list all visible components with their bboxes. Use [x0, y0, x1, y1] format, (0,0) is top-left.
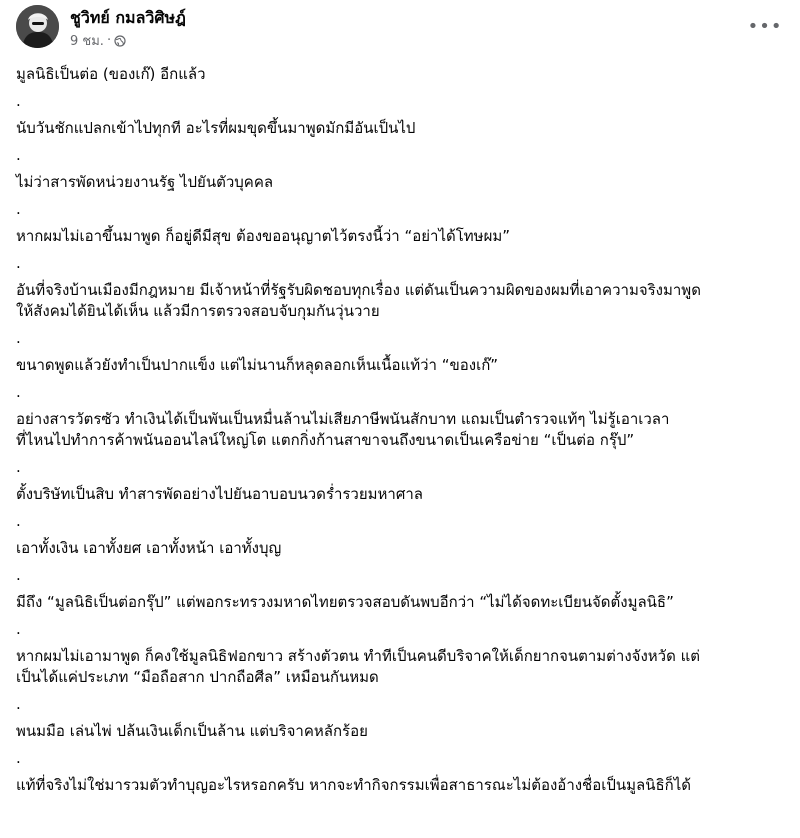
paragraph-1: มูลนิธิเป็นต่อ (ของเก๊) อีกแล้ว [16, 65, 206, 83]
paragraph-8: ตั้งบริษัทเป็นสิบ ทำสารพัดอย่างไปยันอาบอบนวดร่ำรวยมหาศาล [16, 485, 423, 503]
dot-separator: . [16, 92, 21, 110]
more-options-icon[interactable]: ••• [747, 15, 783, 37]
paragraph-7: อย่างสารวัตรซัว ทำเงินได้เป็นพันเป็นหมื่นล้านไม่เสียภาษีพนันสักบาท แถมเป็นตำรวจแท้ๆ ไม่รู้เอาเวลา ที่ไหนไปทำการค้าพนันออนไลน์ใหญ่โต แตกกิ่งก้านสาขาจนถึงขนาดเป็นเครือข่าย “เป็นต่อ กรุ๊ป” [16, 410, 670, 449]
dot-separator: . [16, 695, 21, 713]
paragraph-4: หากผมไม่เอาขึ้นมาพูด ก็อยู่ดีมีสุข ต้องขออนุญาตไว้ตรงนี้ว่า “อย่าได้โทษผม” [16, 227, 511, 245]
dot-separator: . [16, 254, 21, 272]
dot-separator: . [16, 329, 21, 347]
dot-separator: . [16, 749, 21, 767]
dot-separator: . [16, 146, 21, 164]
dot-separator: . [16, 200, 21, 218]
avatar-image [16, 5, 59, 48]
dot-separator: . [16, 512, 21, 530]
dot-separator: . [16, 458, 21, 476]
paragraph-11: หากผมไม่เอามาพูด ก็คงใช้มูลนิธิฟอกขาว สร้างตัวตน ทำทีเป็นคนดีบริจาคให้เด็กยากจนตามต่างจังหวัด แต่ เป็นได้แค่ประเภท “มือถือสาก ปากถือศีล” เหมือนกันหมด [16, 647, 701, 686]
post-time[interactable]: 9 ชม. [70, 34, 104, 49]
paragraph-6: ขนาดพูดแล้วยังทำเป็นปากแข็ง แต่ไม่นานก็หลุดลอกเห็นเนื้อแท้ว่า “ของเก๊” [16, 356, 499, 374]
paragraph-2: นับวันชักแปลกเข้าไปทุกที อะไรที่ผมขุดขึ้นมาพูดมักมีอันเป็นไป [16, 119, 416, 137]
post-content [16, 64, 786, 796]
dot-separator: . [16, 566, 21, 584]
avatar[interactable] [16, 5, 59, 48]
dot-separator: . [16, 383, 21, 401]
paragraph-9: เอาทั้งเงิน เอาทั้งยศ เอาทั้งหน้า เอาทั้งบุญ [16, 539, 282, 557]
paragraph-13: แท้ที่จริงไม่ใช่มารวมตัวทำบุญอะไรหรอกครับ หากจะทำกิจกรรมเพื่อสาธารณะไม่ต้องอ้างชื่อเป็นมูลนิธิก็ได้ [16, 776, 692, 794]
dot-separator: . [16, 620, 21, 638]
paragraph-3: ไม่ว่าสารพัดหน่วยงานรัฐ ไปยันตัวบุคคล [16, 173, 274, 191]
meta-separator: · [106, 33, 112, 48]
paragraph-10: มีถึง “มูลนิธิเป็นต่อกรุ๊ป” แต่พอกระทรวงมหาดไทยตรวจสอบดันพบอีกว่า “ไม่ได้จดทะเบียนจัดตั้งมูลนิธิ” [16, 593, 674, 611]
post-meta [70, 30, 126, 51]
author-name[interactable]: ชูวิทย์ กมลวิศิษฎ์ [70, 8, 186, 27]
paragraph-12: พนมมือ เล่นไพ่ ปล้นเงินเด็กเป็นล้าน แต่บริจาคหลักร้อย [16, 722, 368, 740]
post-header [0, 0, 800, 62]
paragraph-5: อันที่จริงบ้านเมืองมีกฎหมาย มีเจ้าหน้าที่รัฐรับผิดชอบทุกเรื่อง แต่ดันเป็นความผิดของผมที่เอาความจริงมาพูด ให้สังคมได้ยินได้เห็น แล้วมีการตรวจสอบจับกุมกันวุ่นวาย [16, 281, 701, 320]
globe-icon[interactable] [114, 35, 126, 47]
